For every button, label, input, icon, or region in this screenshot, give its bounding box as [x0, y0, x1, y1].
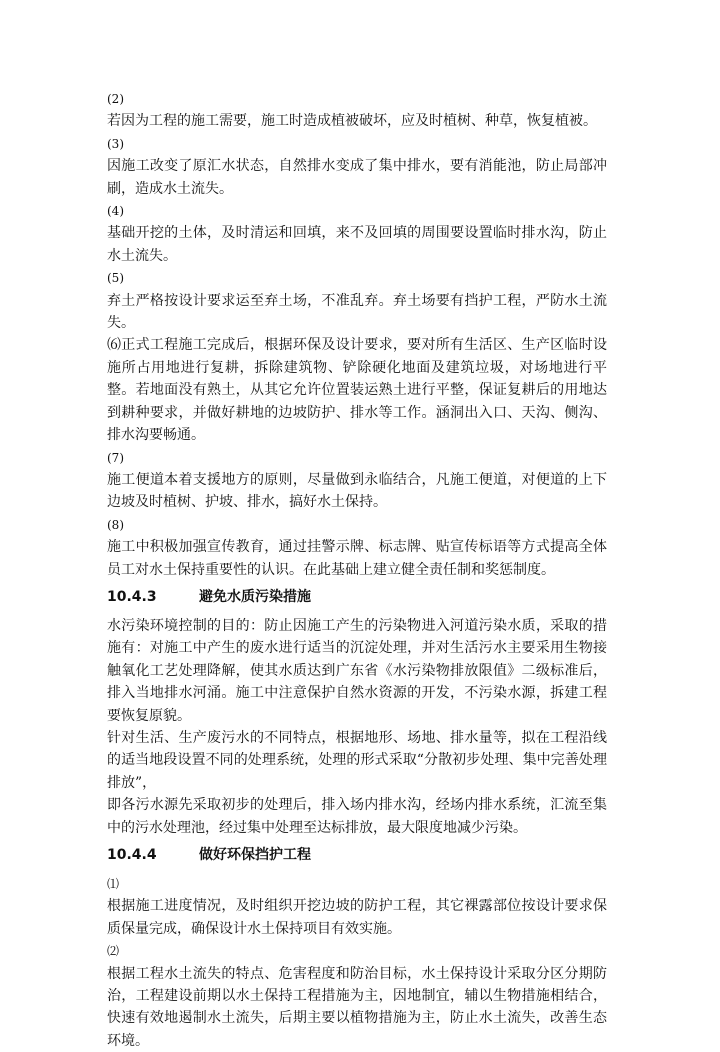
item-text: 根据施工进度情况，及时组织开挖边坡的防护工程，其它裸露部位按设计要求保质保量完成，确保设计水土保持项目有效实施。	[107, 898, 607, 937]
item-number: ⑴	[107, 877, 120, 891]
paragraph: 水污染环境控制的目的：防止因施工产生的污染物进入河道污染水质，采取的措施有：对施工中产生的废水进行适当的沉淀处理，并对生活污水主要采用生物接触氧化工艺处理降解，使其水质达到广东省《水污染物排放限值》二级标准后，排入当地排水河涌。施工中注意保护自然水资源的开发，不污染水源，拆建工程要恢复原貌。	[107, 617, 607, 724]
item-number: (4)	[107, 204, 124, 219]
document-page	[107, 88, 607, 1052]
item-text: 若因为工程的施工需要，施工时造成植被破坏，应及时植树、种草，恢复植被。	[107, 113, 597, 130]
item-text: 根据工程水土流失的特点、危害程度和防治目标，水土保持设计采取分区分期防治，工程建设前期以水土保持工程措施为主，因地制宜，辅以生物措施相结合，快速有效地遏制水土流失，后期主要以植物措施为主，防止水土流失，改善生态环境。	[107, 965, 607, 1049]
item-number: (7)	[107, 450, 124, 465]
item-text: 弃土严格按设计要求运至弃土场，不准乱弃。弃土场要有挡护工程，严防水土流失。	[107, 292, 607, 332]
section-title: 避免水质污染措施	[199, 588, 311, 605]
section-number: 10.4.3	[107, 588, 157, 605]
section-heading	[107, 841, 607, 869]
paragraph: 针对生活、生产废污水的不同特点，根据地形、场地、排水量等，拟在工程沿线的适当地段设置不同的处理系统，处理的形式采取“分散初步处理、集中完善处理排放”，	[107, 729, 607, 791]
paragraph: 即各污水源先采取初步的处理后，排入场内排水沟，经场内排水系统，汇流至集中的污水处理池，经过集中处理至达标排放，最大限度地减少污染。	[107, 797, 607, 836]
item-number: (8)	[107, 517, 124, 532]
section-number: 10.4.4	[107, 846, 157, 863]
section-title: 做好环保挡护工程	[199, 846, 311, 863]
section-heading	[107, 583, 607, 611]
item-number: (5)	[107, 271, 124, 286]
item-number: ⑵	[107, 944, 120, 959]
item-text: 基础开挖的土体，及时清运和回填，来不及回填的周围要设置临时排水沟，防止水土流失。	[107, 225, 607, 264]
item-text: 施工中积极加强宣传教育，通过挂警示牌、标志牌、贴宣传标语等方式提高全体员工对水土保持重要性的认识。在此基础上建立健全责任制和奖惩制度。	[107, 539, 607, 578]
item-text: 因施工改变了原汇水状态，自然排水变成了集中排水，要有消能池，防止局部冲刷，造成水土流失。	[107, 158, 607, 197]
item-text: 施工便道本着支援地方的原则，尽量做到永临结合，凡施工便道，对便道的上下边坡及时植树、护坡、排水，搞好水土保持。	[107, 471, 607, 511]
item-number: (2)	[107, 92, 124, 106]
item-number: (3)	[107, 136, 124, 151]
item-6-paragraph: ⑹正式工程施工完成后，根据环保及设计要求，要对所有生活区、生产区临时设施所占用地进行复耕，拆除建筑物、铲除硬化地面及建筑垃圾，对场地进行平整。若地面没有熟土，从其它允许位置装运熟土进行平整，保证复耕后的用地达到耕种要求，并做好耕地的边坡防护、排水等工作。涵洞出入口、天沟、侧沟、排水沟要畅通。	[107, 337, 607, 444]
